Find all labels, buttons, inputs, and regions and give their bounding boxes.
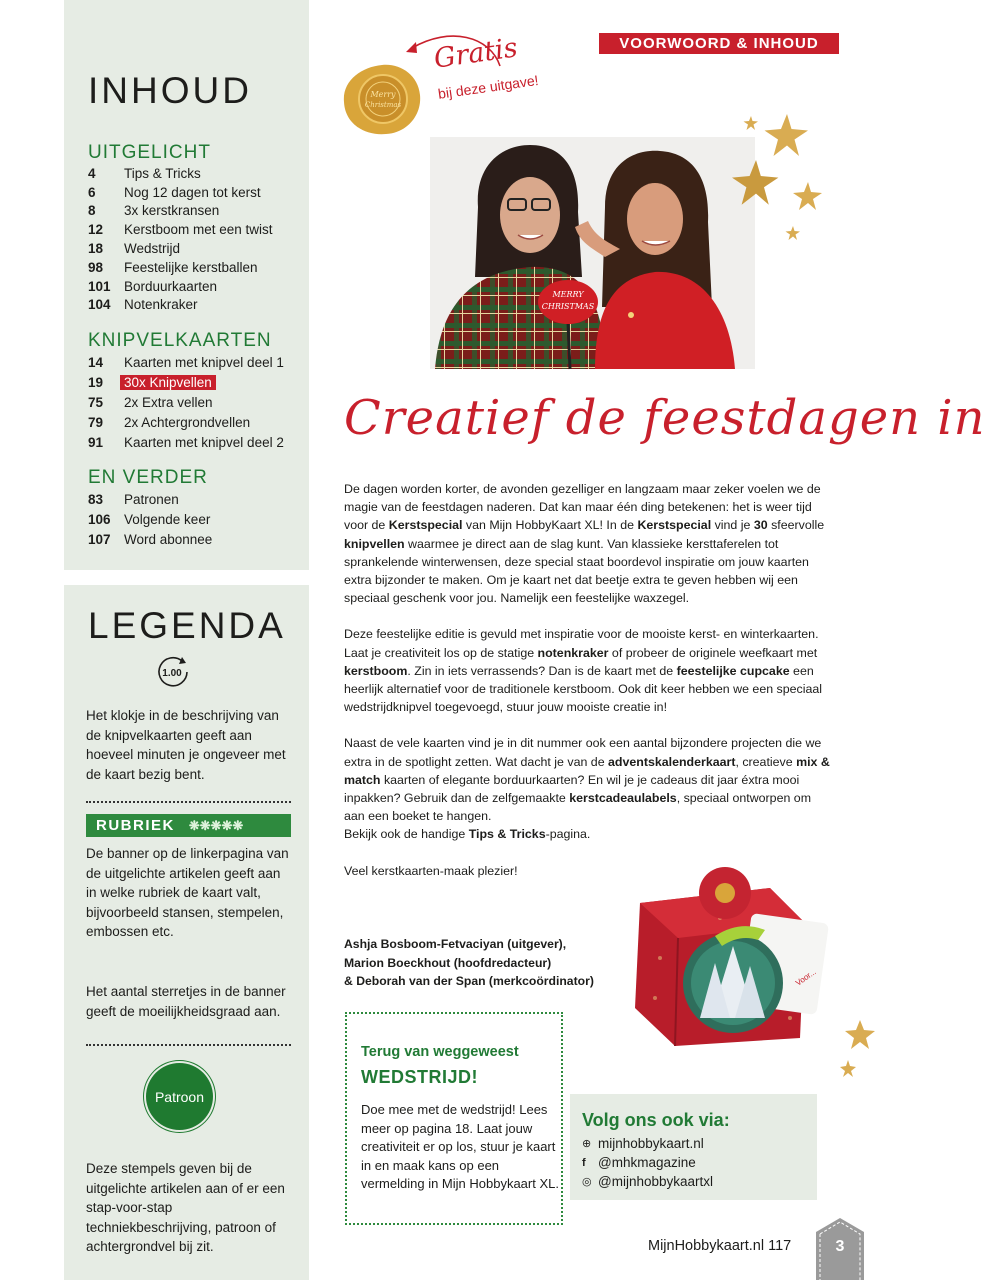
divider — [86, 801, 291, 803]
toc-list-uitgelicht — [88, 164, 308, 314]
section-tag: VOORWOORD & INHOUD — [599, 33, 839, 54]
legend-stars-text: Het aantal sterretjes in de banner geeft de moeilijkheidsgraad aan. — [86, 984, 286, 1019]
toc-panel — [64, 0, 309, 570]
toc-entry-highlighted[interactable]: 19 30x Knipvellen — [88, 372, 308, 392]
toc-entry[interactable]: 83 Patronen — [88, 491, 179, 507]
gold-stars-icon — [728, 112, 840, 252]
toc-entry[interactable]: 4 Tips & Tricks — [88, 165, 201, 181]
body-paragraph: Veel kerstkaarten-maak plezier! — [344, 863, 518, 878]
instagram-icon: ◎ — [582, 1176, 592, 1188]
contest-box — [345, 1012, 563, 1225]
legend-title: LEGENDA — [88, 605, 286, 646]
contest-text: Doe mee met de wedstrijd! Lees meer op pagina 18. Laat jouw creativiteit er op los, stuur je kaart in en maak kans op een vermelding in Mijn Hobbykaart XL. — [361, 1102, 559, 1191]
toc-entry[interactable]: 18 Wedstrijd — [88, 241, 181, 257]
toc-entry[interactable]: 107 Word abonnee — [88, 531, 213, 547]
legend-panel — [64, 585, 309, 1280]
divider — [86, 1044, 291, 1046]
social-link-website[interactable]: ⊕ mijnhobbykaart.nl — [582, 1136, 704, 1151]
toc-title: INHOUD — [88, 70, 252, 111]
signature-line: & Deborah van der Span (merkcoördinator) — [344, 974, 594, 988]
contest-title: WEDSTRIJD! — [361, 1067, 478, 1087]
page-number-badge — [816, 1218, 864, 1280]
legend-stamp-text: Deze stempels geven bij de uitgelichte artikelen aan of er een stap-voor-stap techniekbeschrijving, patroon of achtergrondvel bij zit. — [86, 1161, 285, 1254]
gold-stars-icon — [838, 1020, 880, 1082]
toc-section-uitgelicht: UITGELICHT — [88, 142, 211, 163]
social-title: Volg ons ook via: — [582, 1110, 730, 1130]
facebook-icon: f — [582, 1156, 586, 1169]
gift-box-image — [630, 868, 835, 1048]
social-link-instagram[interactable]: ◎ @mijnhobbykaartxl — [582, 1174, 714, 1189]
signature-line: Marion Boeckhout (hoofdredacteur) — [344, 955, 552, 970]
svg-text:MERRY: MERRY — [552, 290, 584, 299]
footer-issue: MijnHobbykaart.nl 117 — [648, 1238, 792, 1254]
social-link-facebook[interactable]: f @mhkmagazine — [582, 1155, 696, 1170]
difficulty-stars-icon: ❋❋❋❋❋ — [188, 817, 244, 833]
social-box — [570, 1094, 817, 1200]
page-number: 3 — [835, 1238, 845, 1255]
toc-entry[interactable]: 12 Kerstboom met een twist — [88, 222, 273, 238]
gratis-title: Gratis — [432, 32, 520, 75]
contest-kicker: Terug van weggeweest — [361, 1044, 519, 1060]
globe-icon: ⊕ — [582, 1138, 592, 1150]
patroon-stamp: Patroon — [146, 1063, 213, 1130]
signature-line: Ashja Bosboom-Fetvaciyan (uitgever), — [344, 937, 567, 951]
body-paragraph: Naast de vele kaarten vind je in dit nummer ook een aantal bijzondere projecten die we extra in de spotlight zetten. Wat dacht je van de adventskalenderkaart, creatieve mix & match kaarten of elegante borduurkaarten? En wil je je cadeaus dit jaar éxtra mooi inpakken? Gebruik dan de zelfgemaakte kerstcadeaulabels, speciaal ontworpen om aan een boeket te hangen. Bekijk ook de handige Tips & Tricks-pagina. — [344, 736, 830, 842]
legend-clock-text: Het klokje in de beschrijving van de knipvelkaarten geeft aan hoeveel minuten je ongeveer met de kaart bezig bent. — [86, 708, 286, 782]
toc-entry[interactable]: 75 2x Extra vellen — [88, 394, 213, 410]
article-body — [344, 480, 834, 898]
gratis-subtitle: bij deze uitgave! — [437, 71, 540, 102]
toc-entry[interactable]: 91 Kaarten met knipvel deel 2 — [88, 434, 284, 450]
headline: Creatief de feestdagen in — [344, 390, 986, 446]
rubriek-label: RUBRIEK — [96, 817, 175, 834]
editors-photo — [430, 137, 755, 369]
toc-section-knipvelkaarten: KNIPVELKAARTEN — [88, 330, 272, 351]
toc-list-knipvelkaarten — [88, 352, 308, 452]
svg-text:CHRISTMAS: CHRISTMAS — [541, 302, 595, 311]
legend-rubriek-text: De banner op de linkerpagina van de uitgelichte artikelen geeft aan in welke rubriek de kaart valt, bijvoorbeeld stansen, stempelen, embossen etc. — [86, 846, 289, 939]
rubriek-banner — [86, 814, 291, 837]
clock-icon — [156, 656, 192, 688]
body-paragraph: Deze feestelijke editie is gevuld met inspiratie voor de mooiste kerst- en winterkaarten. Laat je creativiteit los op de statige notenkraker of probeer de originele weefkaart met kerstboom. Zin in iets verrassends? Dan is de kaart met de feestelijke cupcake een heerlijk alternatief voor de traditionele kerstboom. Ook dit keer hebben we een speciaal wedstrijdknipvel toegevoegd, stuur jouw mooiste creatie in! — [344, 627, 823, 715]
svg-text:Christmas: Christmas — [364, 101, 402, 109]
toc-entry[interactable]: 106 Volgende keer — [88, 511, 211, 527]
toc-entry[interactable]: 101 Borduurkaarten — [88, 278, 218, 294]
toc-section-en-verder: EN VERDER — [88, 467, 208, 488]
body-paragraph: De dagen worden korter, de avonden gezelliger en langzaam maar zeker voelen we de magie van de feestdagen naderen. Dat kan maar één ding betekenen: het is weer tijd voor de Kerstspecial van Mijn HobbyKaart XL! In de Kerstspecial vind je 30 sfeervolle knipvellen waarmee je direct aan de slag kunt. Van klassieke kersttaferelen tot sprankelende winterwensen, deze special staat boordevol inspiratie om jouw kaarten extra bijzonder te maken. Om je kaart net dat beetje extra te geven hebben wij een speciaal geschenk voor jou. Namelijk een feestelijke waxzegel. — [344, 482, 825, 606]
toc-entry[interactable]: 104 Notenkraker — [88, 297, 198, 313]
toc-entry[interactable]: 14 Kaarten met knipvel deel 1 — [88, 354, 284, 370]
toc-entry[interactable]: 6 Nog 12 dagen tot kerst — [88, 184, 261, 200]
toc-list-en-verder — [88, 489, 308, 549]
wax-seal-icon — [341, 62, 423, 136]
signatures — [344, 935, 644, 991]
svg-text:Merry: Merry — [370, 90, 396, 99]
toc-entry[interactable]: 8 3x kerstkransen — [88, 203, 220, 219]
clock-label: 1.00 — [162, 668, 182, 679]
box-label: Voor... — [793, 967, 818, 988]
toc-entry[interactable]: 79 2x Achtergrondvellen — [88, 414, 251, 430]
toc-entry[interactable]: 98 Feestelijke kerstballen — [88, 259, 258, 275]
